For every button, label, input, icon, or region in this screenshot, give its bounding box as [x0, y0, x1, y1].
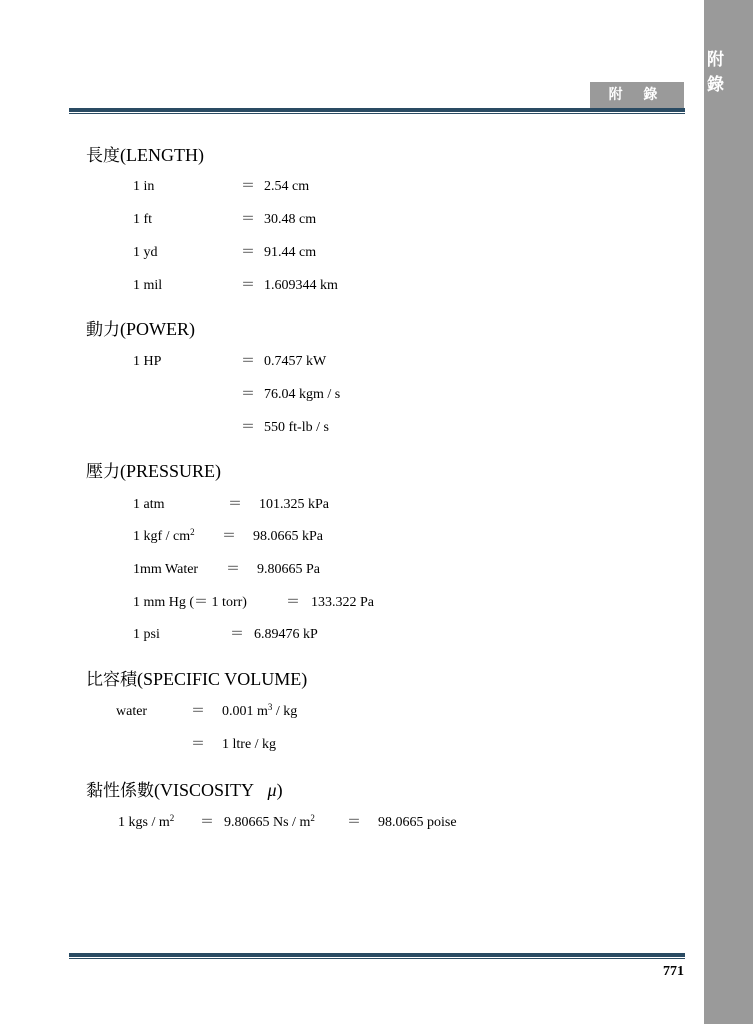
header-section-label: 附 錄 — [590, 82, 684, 109]
pressure-row-1-lhs: 1 atm — [133, 497, 165, 512]
length-row-2-eq: ＝ — [241, 212, 255, 227]
power-row-3-rhs: 550 ft-lb / s — [264, 420, 329, 435]
pressure-row-1-rhs: 101.325 kPa — [259, 497, 329, 512]
specific-volume-row-1-rhs-tail: / kg — [272, 704, 298, 719]
heading-viscosity — [86, 779, 283, 802]
pressure-row-2-lhs — [133, 528, 195, 546]
length-row-4-rhs: 1.609344 km — [264, 278, 338, 293]
specific-volume-row-1-lhs: water — [116, 704, 148, 719]
page-number: 771 — [663, 964, 684, 979]
pressure-row-3-lhs: 1mm Water — [133, 562, 199, 577]
heading-specific-volume-en: (SPECIFIC VOLUME) — [137, 669, 308, 689]
power-row-2-rhs: 76.04 kgm / s — [264, 387, 341, 402]
length-row-2-rhs: 30.48 cm — [264, 212, 317, 227]
pressure-row-2-lhs-base: 1 kgf / cm — [133, 529, 191, 544]
pressure-row-5-eq: ＝ — [230, 627, 244, 642]
heading-viscosity-close: ) — [276, 780, 283, 800]
viscosity-row-lhs-base: 1 kgs / m — [118, 815, 170, 830]
viscosity-row-eq-1: ＝ — [200, 815, 214, 830]
heading-viscosity-en: (VISCOSITY — [154, 780, 255, 800]
viscosity-row-rhs: 98.0665 poise — [378, 815, 457, 830]
heading-power — [86, 318, 195, 341]
heading-length-cjk: 長度 — [86, 146, 120, 166]
length-row-3-rhs: 91.44 cm — [264, 245, 317, 260]
footer-rule-thin — [69, 958, 685, 959]
heading-power-en: (POWER) — [120, 319, 195, 339]
specific-volume-row-1-rhs-sup: 3 — [267, 702, 273, 712]
pressure-row-5-rhs: 6.89476 kP — [254, 627, 318, 642]
viscosity-row-lhs — [118, 814, 174, 832]
pressure-row-4-eq: ＝ — [286, 595, 300, 610]
pressure-row-3-eq: ＝ — [226, 562, 240, 577]
pressure-row-5-lhs: 1 psi — [133, 627, 160, 642]
heading-specific-volume — [86, 668, 307, 691]
length-row-3-eq: ＝ — [241, 245, 255, 260]
pressure-row-4-lhs: 1 mm Hg (＝ 1 torr) — [133, 595, 247, 610]
heading-viscosity-cjk: 黏性係數 — [86, 781, 154, 801]
heading-length-en: (LENGTH) — [120, 145, 204, 165]
power-row-1-lhs: 1 HP — [133, 354, 162, 369]
power-row-2-eq: ＝ — [241, 387, 255, 402]
specific-volume-row-2-rhs: 1 ltre / kg — [222, 737, 277, 752]
header-rule-thin — [69, 113, 685, 114]
pressure-row-2-eq: ＝ — [222, 529, 236, 544]
specific-volume-row-1-rhs — [222, 703, 297, 721]
length-row-2-lhs: 1 ft — [133, 212, 153, 227]
side-tab — [704, 0, 753, 1024]
specific-volume-row-1-rhs-base: 0.001 m — [222, 704, 268, 719]
heading-pressure — [86, 460, 221, 483]
heading-power-cjk: 動力 — [86, 320, 120, 340]
heading-specific-volume-cjk: 比容積 — [86, 670, 137, 690]
heading-length — [86, 144, 204, 167]
length-row-4-eq: ＝ — [241, 278, 255, 293]
viscosity-row-lhs-sup: 2 — [169, 813, 175, 823]
pressure-row-1-eq: ＝ — [228, 497, 242, 512]
pressure-row-2-lhs-sup: 2 — [190, 527, 195, 537]
pressure-row-2-rhs: 98.0665 kPa — [253, 529, 323, 544]
viscosity-row-mid — [224, 814, 315, 832]
length-row-1-lhs: 1 in — [133, 179, 155, 194]
pressure-row-4-rhs: 133.322 Pa — [311, 595, 374, 610]
header-rule-thick — [69, 108, 685, 112]
viscosity-row-eq-2: ＝ — [347, 815, 361, 830]
heading-pressure-en: (PRESSURE) — [120, 461, 222, 481]
viscosity-row-mid-sup: 2 — [310, 813, 315, 823]
power-row-1-rhs: 0.7457 kW — [264, 354, 327, 369]
length-row-4-lhs: 1 mil — [133, 278, 163, 293]
specific-volume-row-2-eq: ＝ — [191, 737, 205, 752]
pressure-row-3-rhs: 9.80665 Pa — [257, 562, 320, 577]
footer-rule-thick — [69, 953, 685, 957]
power-row-3-eq: ＝ — [241, 420, 255, 435]
heading-viscosity-mu: μ — [267, 780, 277, 800]
power-row-1-eq: ＝ — [241, 354, 255, 369]
length-row-1-eq: ＝ — [241, 179, 255, 194]
viscosity-row-mid-base: 9.80665 Ns / m — [224, 815, 311, 830]
length-row-1-rhs: 2.54 cm — [264, 179, 310, 194]
side-tab-label: 附錄 — [703, 50, 723, 100]
heading-pressure-cjk: 壓力 — [86, 462, 120, 482]
specific-volume-row-1-eq: ＝ — [191, 704, 205, 719]
length-row-3-lhs: 1 yd — [133, 245, 158, 260]
